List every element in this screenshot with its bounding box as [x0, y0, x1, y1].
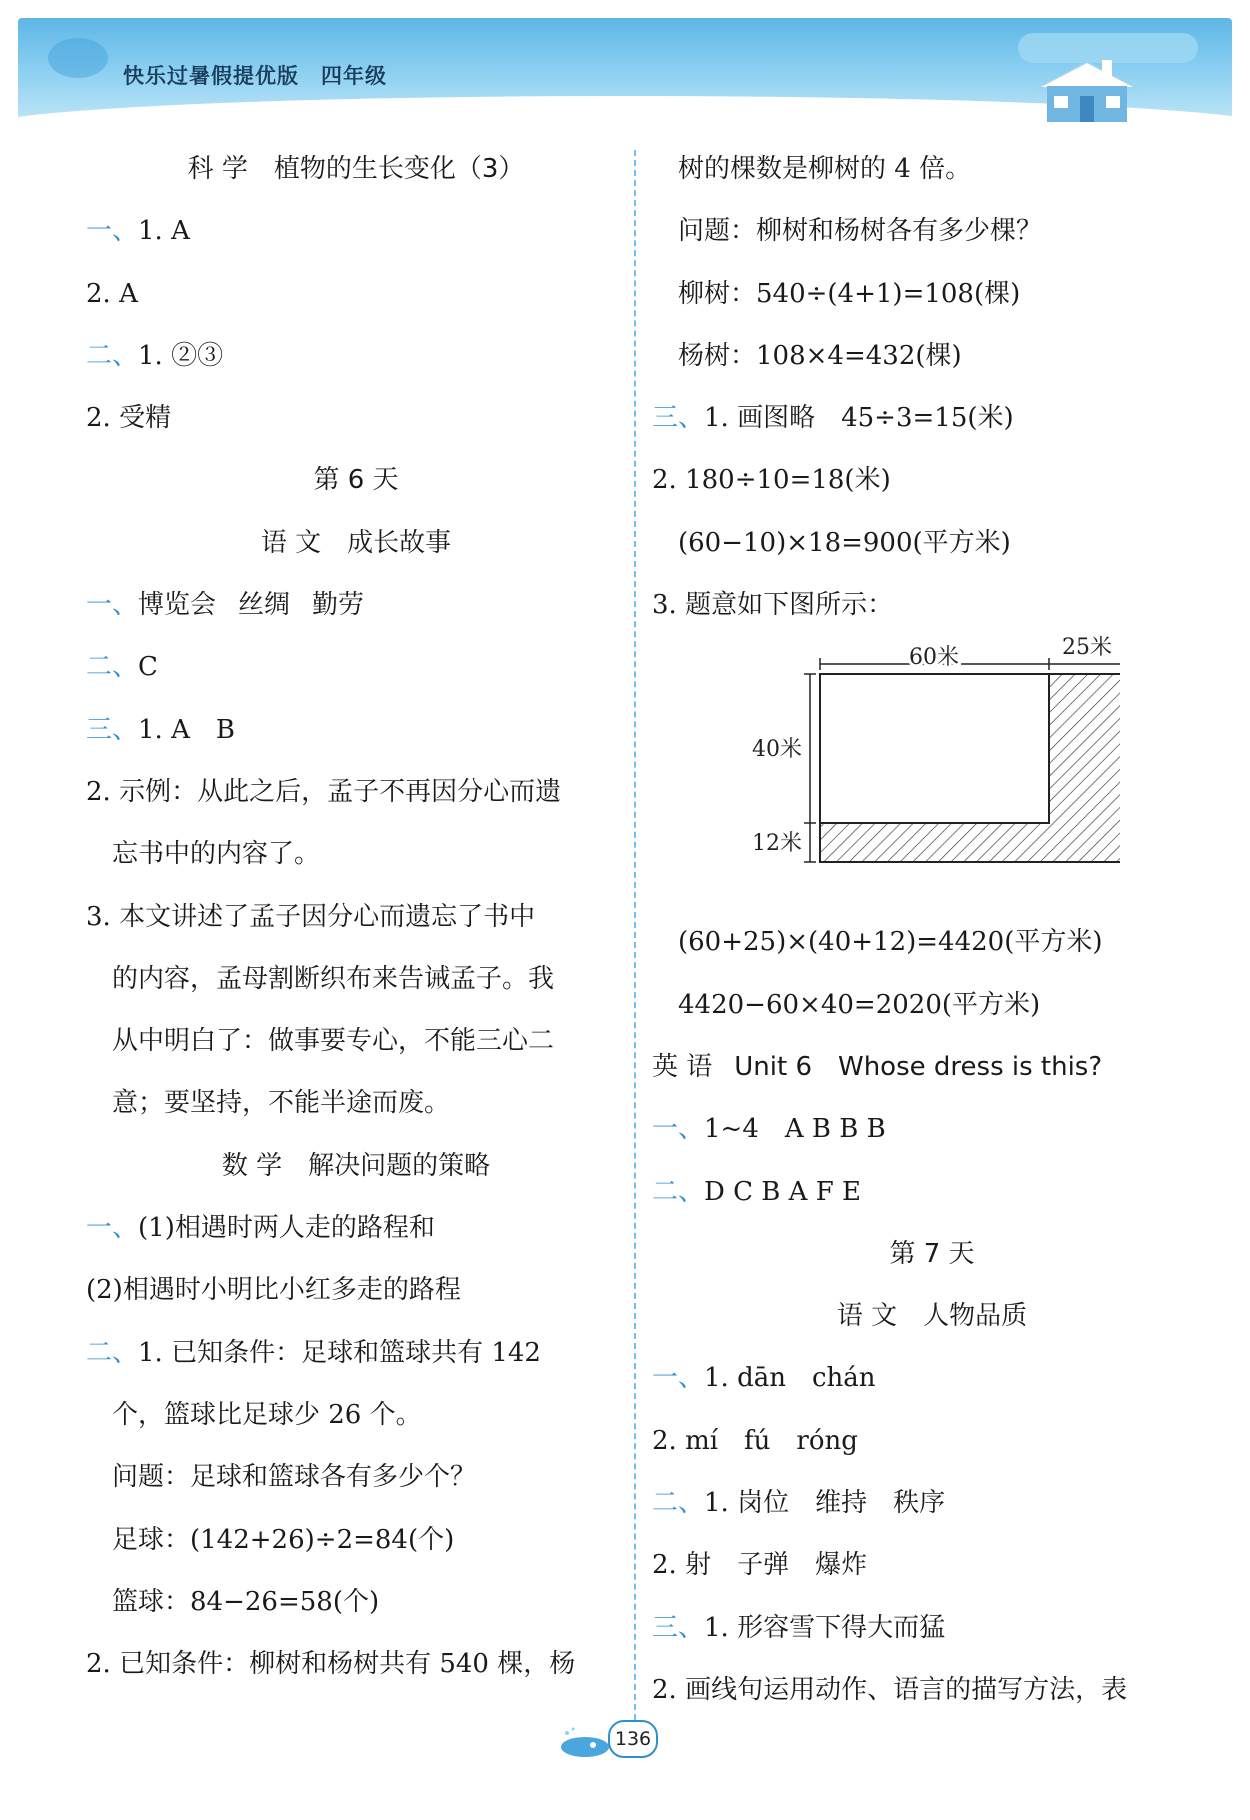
q-label: 二、 — [86, 340, 139, 371]
dim-label-side: 40米 — [752, 737, 802, 763]
page-number: 136 — [608, 1720, 658, 1758]
q-label: 二、 — [86, 1337, 139, 1368]
english-title: 英 语 Unit 6 Whose dress is this? — [652, 1051, 1103, 1082]
answer-line: 2. 受精 — [86, 403, 172, 434]
answer-line: 4420−60×40=2020(平方米) — [678, 989, 1041, 1020]
answer-line: 二、1. 岗位 维持 秩序 — [652, 1488, 946, 1519]
area-figure — [680, 636, 1212, 911]
answer-line: 一、1~4 A B B B — [652, 1114, 886, 1145]
dim-label-bottom: 12米 — [752, 831, 802, 857]
q-label: 一、 — [652, 1114, 705, 1145]
day-heading: 第 6 天 — [313, 465, 399, 496]
answer-line: 2. 已知条件：柳树和杨树共有 540 棵，杨 — [86, 1649, 576, 1680]
snow-house-icon — [1032, 56, 1142, 123]
answer-line: 篮球：84−26=58(个) — [112, 1586, 380, 1617]
q-label: 一、 — [86, 216, 139, 247]
answer-line: 一、1. A — [86, 216, 190, 247]
answer-line: (60+25)×(40+12)=4420(平方米) — [678, 927, 1103, 958]
answer-line: 二、D C B A F E — [652, 1176, 861, 1207]
left-column — [86, 138, 626, 1695]
science-title: 科 学 植物的生长变化（3） — [187, 154, 525, 184]
answer-line: 2. A — [86, 278, 138, 309]
math-title: 数 学 解决问题的策略 — [221, 1150, 491, 1181]
header-banner — [18, 18, 1232, 123]
grade-label: 四年级 — [321, 64, 387, 88]
header-title — [123, 60, 387, 90]
dim-label-right-top: 25米 — [1062, 636, 1112, 661]
q-label: 一、 — [86, 590, 139, 621]
answer-line: 2. 180÷10=18(米) — [652, 465, 891, 496]
answer-line: (60−10)×18=900(平方米) — [678, 527, 1011, 558]
q-label: 二、 — [652, 1488, 705, 1519]
answer-line: (2)相遇时小明比小红多走的路程 — [86, 1275, 461, 1306]
answer-line: 二、1. 已知条件：足球和篮球共有 142 — [86, 1337, 541, 1368]
answer-line: 问题：柳树和杨树各有多少棵？ — [678, 216, 1043, 247]
answer-line: 个，篮球比足球少 26 个。 — [112, 1399, 422, 1430]
answer-line: 三、1. 形容雪下得大而猛 — [652, 1612, 946, 1643]
decor-blob — [48, 38, 108, 78]
day-heading: 第 7 天 — [889, 1238, 975, 1269]
right-column — [652, 138, 1212, 1721]
answer-line: 三、1. A B — [86, 714, 235, 745]
dim-label-top: 60米 — [909, 645, 959, 671]
answer-line: 2. mí fú róng — [652, 1425, 858, 1456]
q-label: 二、 — [652, 1176, 705, 1207]
q-label: 二、 — [86, 652, 139, 683]
q-label: 一、 — [652, 1363, 705, 1394]
answer-line: 三、1. 画图略 45÷3=15(米) — [652, 403, 1014, 434]
answer-line: 树的棵数是柳树的 4 倍。 — [678, 154, 972, 184]
q-label: 一、 — [86, 1213, 139, 1244]
answer-line: 一、1. dān chán — [652, 1363, 876, 1394]
answer-line: 的内容，孟母割断织布来告诫孟子。我 — [112, 963, 555, 994]
answer-line: 杨树：108×4=432(棵) — [678, 340, 962, 371]
q-label: 三、 — [652, 1612, 705, 1643]
area-diagram — [680, 636, 1120, 896]
answer-line: 二、1. ②③ — [86, 340, 224, 371]
answer-line: 问题：足球和篮球各有多少个？ — [112, 1462, 477, 1493]
answer-line: 3. 题意如下图所示： — [652, 590, 894, 621]
q-label: 三、 — [652, 403, 705, 434]
answer-line: 柳树：540÷(4+1)=108(棵) — [678, 278, 1021, 309]
answer-line: 足球：(142+26)÷2=84(个) — [112, 1524, 455, 1555]
answer-line: 3. 本文讲述了孟子因分心而遗忘了书中 — [86, 901, 536, 932]
answer-line: 一、博览会 丝绸 勤劳 — [86, 590, 365, 621]
answer-line: 2. 画线句运用动作、语言的描写方法，表 — [652, 1674, 1128, 1705]
column-divider — [634, 150, 636, 1720]
answer-line: 2. 射 子弹 爆炸 — [652, 1550, 868, 1581]
answer-line: 从中明白了：做事要专心，不能三心二 — [112, 1026, 555, 1057]
chinese-title: 语 文 人物品质 — [836, 1301, 1028, 1332]
submarine-icon — [555, 1725, 615, 1759]
answer-line: 二、C — [86, 652, 158, 683]
answer-line: 2. 示例：从此之后，孟子不再因分心而遗 — [86, 776, 562, 807]
q-label: 三、 — [86, 714, 139, 745]
answer-line: 一、(1)相遇时两人走的路程和 — [86, 1213, 435, 1244]
chinese-title: 语 文 成长故事 — [260, 527, 452, 558]
answer-line: 意；要坚持，不能半途而废。 — [112, 1088, 451, 1119]
answer-line: 忘书中的内容了。 — [112, 839, 321, 870]
series-name: 快乐过暑假提优版 — [123, 64, 299, 88]
